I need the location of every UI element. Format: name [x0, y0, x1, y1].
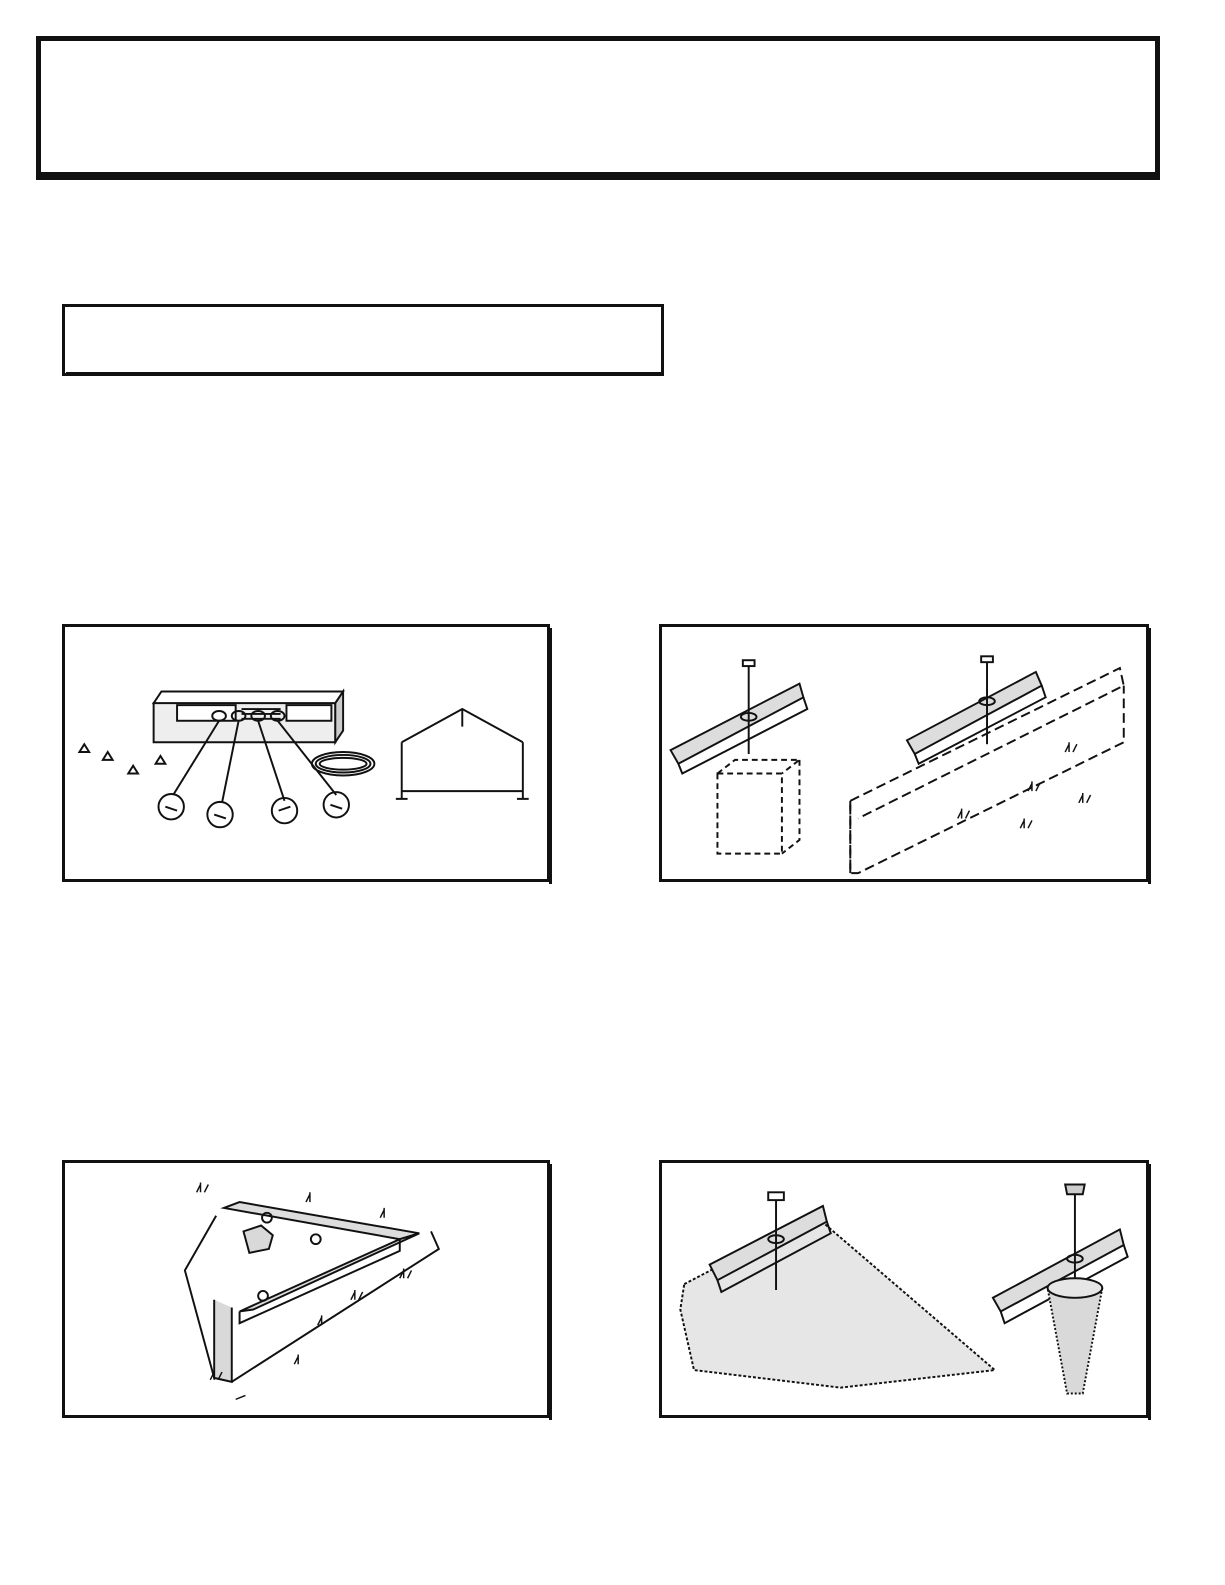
wood-anchor-illustration [662, 627, 1146, 879]
header-banner-shadow [40, 172, 1158, 176]
concrete-slab-icon [680, 1216, 995, 1388]
figure-anchor-kit-shadow [549, 628, 552, 884]
anchor-kit-illustration [65, 627, 547, 879]
cable-coil-icon [312, 752, 375, 775]
figure-concrete-anchor-shadow [1148, 1164, 1151, 1420]
wood-post-icon [717, 760, 799, 854]
figure-concrete-anchor [659, 1160, 1149, 1418]
section-title-box [62, 304, 664, 376]
section-title-shadow-right [661, 308, 664, 374]
section-title-shadow-bottom [66, 372, 664, 375]
cable-clamp-icon [79, 744, 165, 773]
header-banner [36, 36, 1160, 180]
figure-wood-shadow [1148, 628, 1151, 884]
floor-rail-icon [907, 672, 1046, 764]
concrete-footing-icon [1048, 1278, 1103, 1393]
shed-frame-icon [396, 709, 529, 799]
slab-corner-illustration [65, 1163, 547, 1415]
figure-concrete-slab-corner [62, 1160, 550, 1418]
concrete-anchor-illustration [662, 1163, 1146, 1415]
figure-wood-post-and-timber [659, 624, 1149, 882]
figure-anchor-kit [62, 624, 550, 882]
anchor-kit-box-icon [154, 691, 343, 742]
figure-slab-corner-shadow [549, 1164, 552, 1420]
